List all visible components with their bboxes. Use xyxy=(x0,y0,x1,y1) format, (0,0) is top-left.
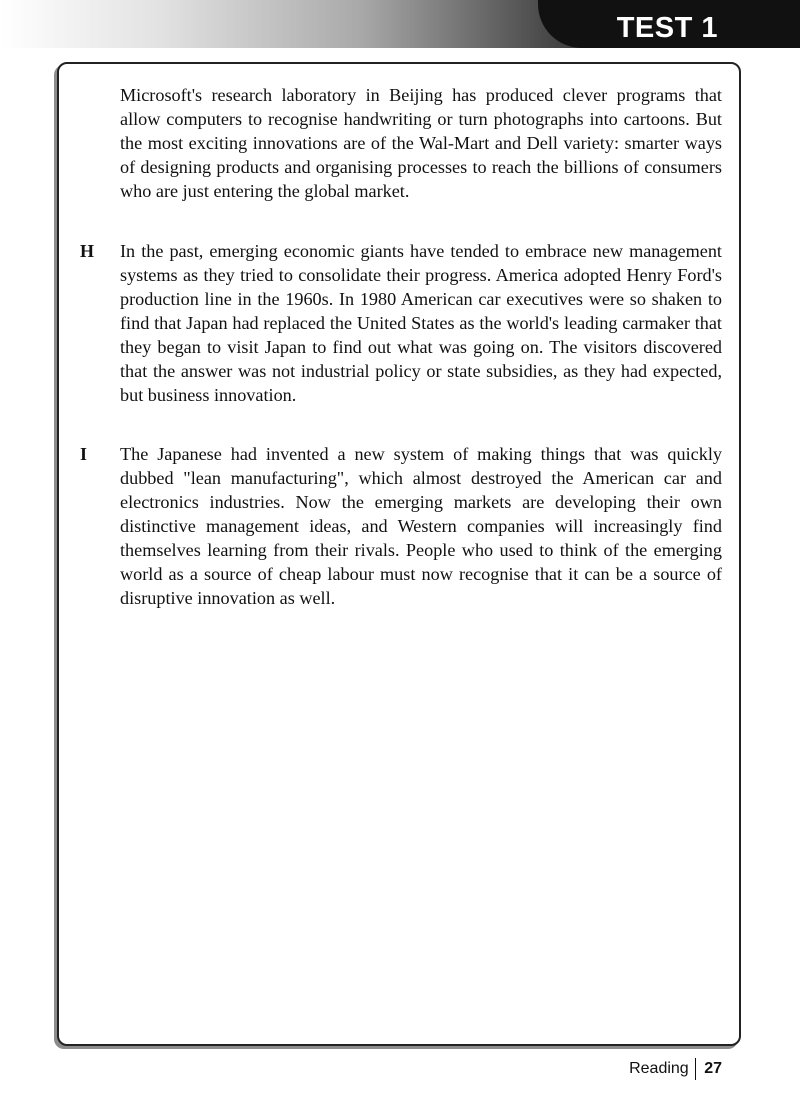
test-title: TEST 1 xyxy=(616,12,718,44)
footer-section-label: Reading xyxy=(629,1060,689,1077)
page-footer xyxy=(629,1058,722,1080)
paragraph-h: In the past, emerging economic giants have tended to embrace new management systems as they tried to consolidate their progress. America adopted Henry Ford's production line in the 1960s. In 1980 American car executives were so shaken to find that Japan had replaced the United States as the world's leading carmaker that they began to visit Japan to find out what was going on. The visitors discovered that the answer was not industrial policy or state subsidies, as they had expected, but business innovation. xyxy=(120,241,722,405)
paragraph-i: The Japanese had invented a new system of making things that was quickly dubbed "lean manufacturing", which almost destroyed the American car and electronics industries. Now the emerging markets are developing their own distinctive management ideas, and Western companies will increasingly find themselves learning from their rivals. People who used to think of the emerging world as a source of cheap labour must now recognise that it can be a source of disruptive innovation as well. xyxy=(120,444,722,608)
paragraph-g-continued: Microsoft's research laboratory in Beijing has produced clever programs that allow computers to recognise handwriting or turn photographs into cartoons. But the most exciting innovations are of the Wal-Mart and Dell variety: smarter ways of designing products and organising processes to reach the billions of consumers who are just entering the global market. xyxy=(120,85,722,201)
paragraph-letter-h: H xyxy=(80,241,95,261)
paragraph-letter-i: I xyxy=(80,444,88,464)
page-number: 27 xyxy=(704,1060,722,1077)
